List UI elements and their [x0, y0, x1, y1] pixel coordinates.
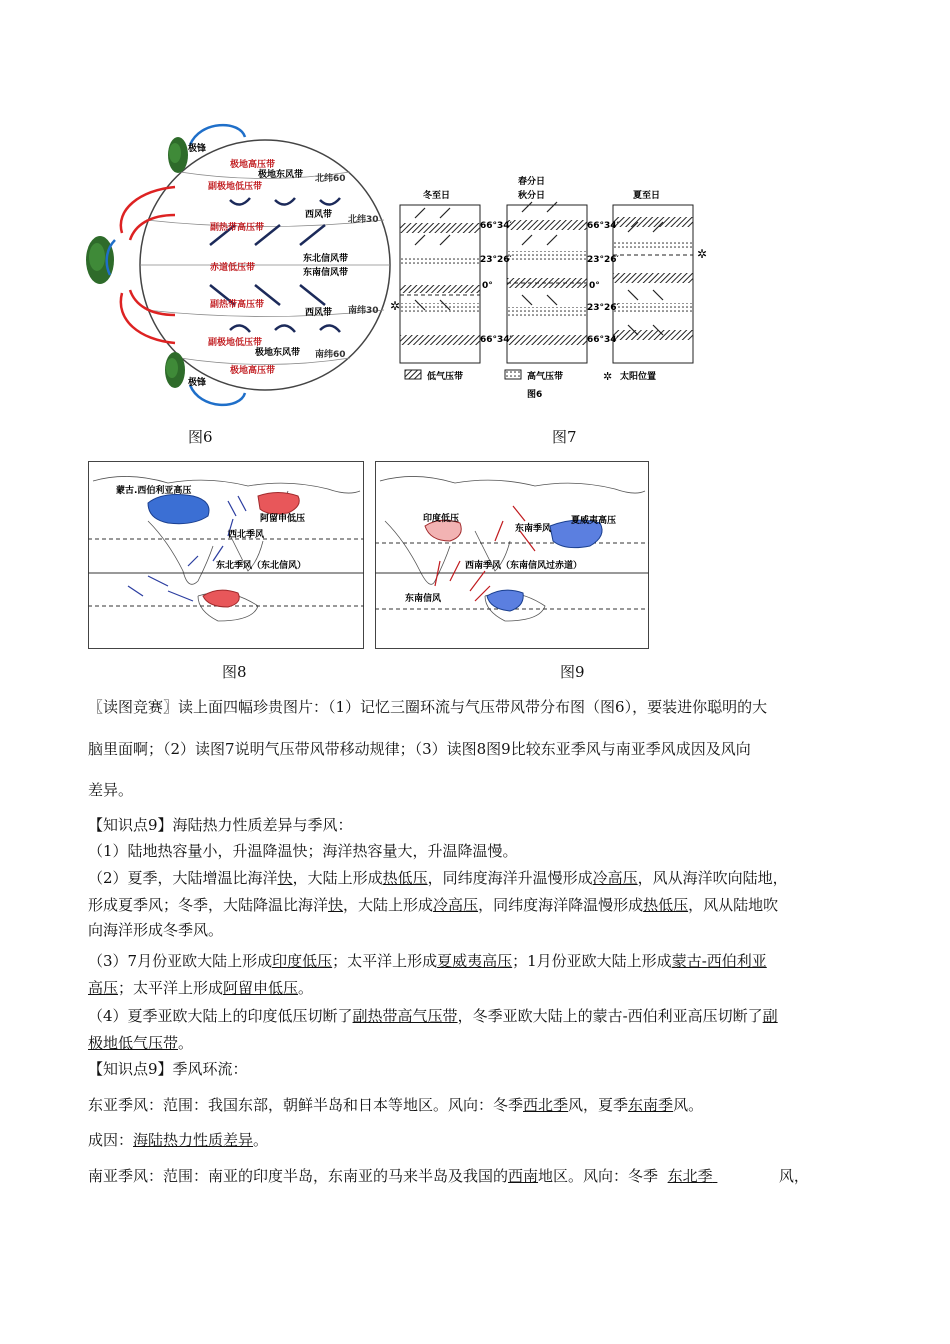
lat-0-label-2: 0°: [589, 281, 600, 291]
sw-monsoon-label: 西南季风（东南信风过赤道）: [465, 561, 583, 571]
subpolar-low-s-label: 副极地低压带: [208, 338, 263, 348]
lat-6634-label: 66°34′: [480, 221, 512, 231]
knowledge-point-9-title: 【知识点9】海陆热力性质差异与季风：: [88, 816, 353, 834]
lat-6634-label-3: 66°34′: [587, 335, 619, 345]
legend-low-label: 低气压带: [427, 372, 464, 382]
point-3-line-1: （3）7月份亚欧大陆上形成印度低压；太平洋上形成夏威夷高压；1月份亚欧大陆上形成蒙古-西伯利亚: [88, 952, 767, 970]
lat-0-label: 0°: [482, 281, 493, 291]
equatorial-low-label: 赤道低压带: [210, 263, 256, 273]
figure-9: [375, 461, 649, 649]
point-3-line-2: 高压；太平洋上形成阿留申低压。: [88, 979, 314, 997]
lat-n30-label: 北纬30: [348, 215, 379, 225]
tree-icon: [165, 352, 185, 388]
polar-high-n-label: 极地高压带: [230, 160, 276, 170]
lat-6634-label-4: 66°34′: [480, 335, 512, 345]
col3-title: 夏至日: [633, 191, 661, 201]
figure-8: [88, 461, 364, 649]
polar-east-n-label: 极地东风带: [258, 170, 304, 180]
figure-9-caption: 图9: [560, 663, 585, 681]
winter-monsoon-map: [88, 461, 364, 649]
se-monsoon-label: 东南季风: [515, 524, 552, 534]
hawaii-high-label: 夏威夷高压: [571, 516, 617, 526]
col2a-title: 春分日: [518, 177, 546, 187]
se-trade-label: 东南信风: [405, 594, 442, 604]
nw-monsoon-label: 西北季风: [228, 530, 265, 540]
point-1: （1）陆地热容量小，升温降温快；海洋热容量大，升温降温慢。: [88, 842, 518, 860]
lat-2326-label-3: 23°26′: [587, 303, 619, 313]
point-4-line-2: 极地低气压带。: [88, 1034, 194, 1052]
sun-icon: ✲: [697, 247, 708, 261]
lat-s30-label: 南纬30: [348, 306, 379, 316]
aleutian-low-label: 阿留申低压: [260, 514, 306, 524]
tree-icon: [168, 137, 188, 173]
monsoon-cause: 成因：海陆热力性质差异。: [88, 1131, 269, 1149]
reading-task-line-1: 〖读图竞赛〗读上面四幅珍贵图片：（1）记忆三圈环流与气压带风带分布图（图6），要装进你聪明的大: [88, 698, 768, 716]
knowledge-point-9b-title: 【知识点9】季风环流：: [88, 1060, 248, 1078]
south-asia-monsoon: 南亚季风：范围：南亚的印度半岛，东南亚的马来半岛及我国的西南地区。风向：冬季 东北季 风，: [88, 1167, 809, 1185]
polar-east-s-label: 极地东风带: [255, 348, 301, 358]
reading-task-line-2: 脑里面啊；（2）读图7说明气压带风带移动规律；（3）读图8图9比较东亚季风与南亚季风成因及风向: [88, 740, 751, 758]
india-low-label: 印度低压: [423, 514, 460, 524]
point-2-line-3: 向海洋形成冬季风。: [88, 921, 224, 939]
pressure-belts-diagram: [80, 115, 379, 415]
point-4-line-1: （4）夏季亚欧大陆上的印度低压切断了副热带高气压带，冬季亚欧大陆上的蒙古-西伯利亚高压切断了副: [88, 1007, 778, 1025]
westerly-s-label: 西风带: [305, 308, 333, 318]
point-2-line-1: （2）夏季，大陆增温比海洋快，大陆上形成热低压，同纬度海洋升温慢形成冷高压，风从海洋吹向陆地，: [88, 869, 788, 887]
legend-sun-label: 太阳位置: [620, 372, 657, 382]
mongolia-high-label: 蒙古.西伯利亚高压: [116, 486, 192, 496]
figure-7: [385, 170, 715, 405]
east-asia-monsoon: 东亚季风：范围：我国东部，朝鲜半岛和日本等地区。风向：冬季西北季风，夏季东南季风。: [88, 1096, 704, 1114]
lat-n60-label: 北纬60: [315, 174, 346, 184]
belt-shift-diagram: [385, 170, 715, 405]
summer-monsoon-map: [375, 461, 649, 649]
polar-high-s-label: 极地高压带: [230, 366, 276, 376]
lat-s60-label: 南纬60: [315, 350, 346, 360]
col2b-title: 秋分日: [518, 191, 546, 201]
sun-icon: ✲: [390, 299, 401, 313]
tree-icon: [86, 236, 114, 284]
legend-high-label: 高气压带: [527, 372, 564, 382]
se-trade-label: 东南信风带: [303, 268, 349, 278]
polar-front-s-label: 极锋: [188, 378, 207, 388]
figure-6-caption: 图6: [188, 428, 213, 446]
figure-6: [80, 115, 379, 415]
col1-title: 冬至日: [423, 191, 451, 201]
ne-trade-label: 东北信风带: [303, 254, 349, 264]
point-2-line-2: 形成夏季风；冬季，大陆降温比海洋快，大陆上形成冷高压，同纬度海洋降温慢形成热低压，风从陆地吹: [88, 896, 779, 914]
reading-task-line-3: 差异。: [88, 781, 134, 799]
sun-icon: ✲: [603, 370, 613, 383]
lat-2326-label-2: 23°26′: [587, 255, 619, 265]
inner-figure-title: 图6: [527, 390, 543, 400]
subpolar-low-n-label: 副极地低压带: [208, 182, 263, 192]
subtropical-high-s-label: 副热带高压带: [210, 300, 265, 310]
high-pressure-swatch: [505, 370, 521, 379]
lat-6634-label-2: 66°34′: [587, 221, 619, 231]
polar-front-n-label: 极锋: [188, 144, 207, 154]
subtropical-high-n-label: 副热带高压带: [210, 223, 265, 233]
lat-2326-label: 23°26′: [480, 255, 512, 265]
westerly-n-label: 西风带: [305, 210, 333, 220]
figure-7-caption: 图7: [552, 428, 577, 446]
figure-8-caption: 图8: [222, 663, 247, 681]
low-pressure-swatch: [405, 370, 421, 379]
ne-monsoon-label: 东北季风（东北信风）: [216, 561, 307, 571]
